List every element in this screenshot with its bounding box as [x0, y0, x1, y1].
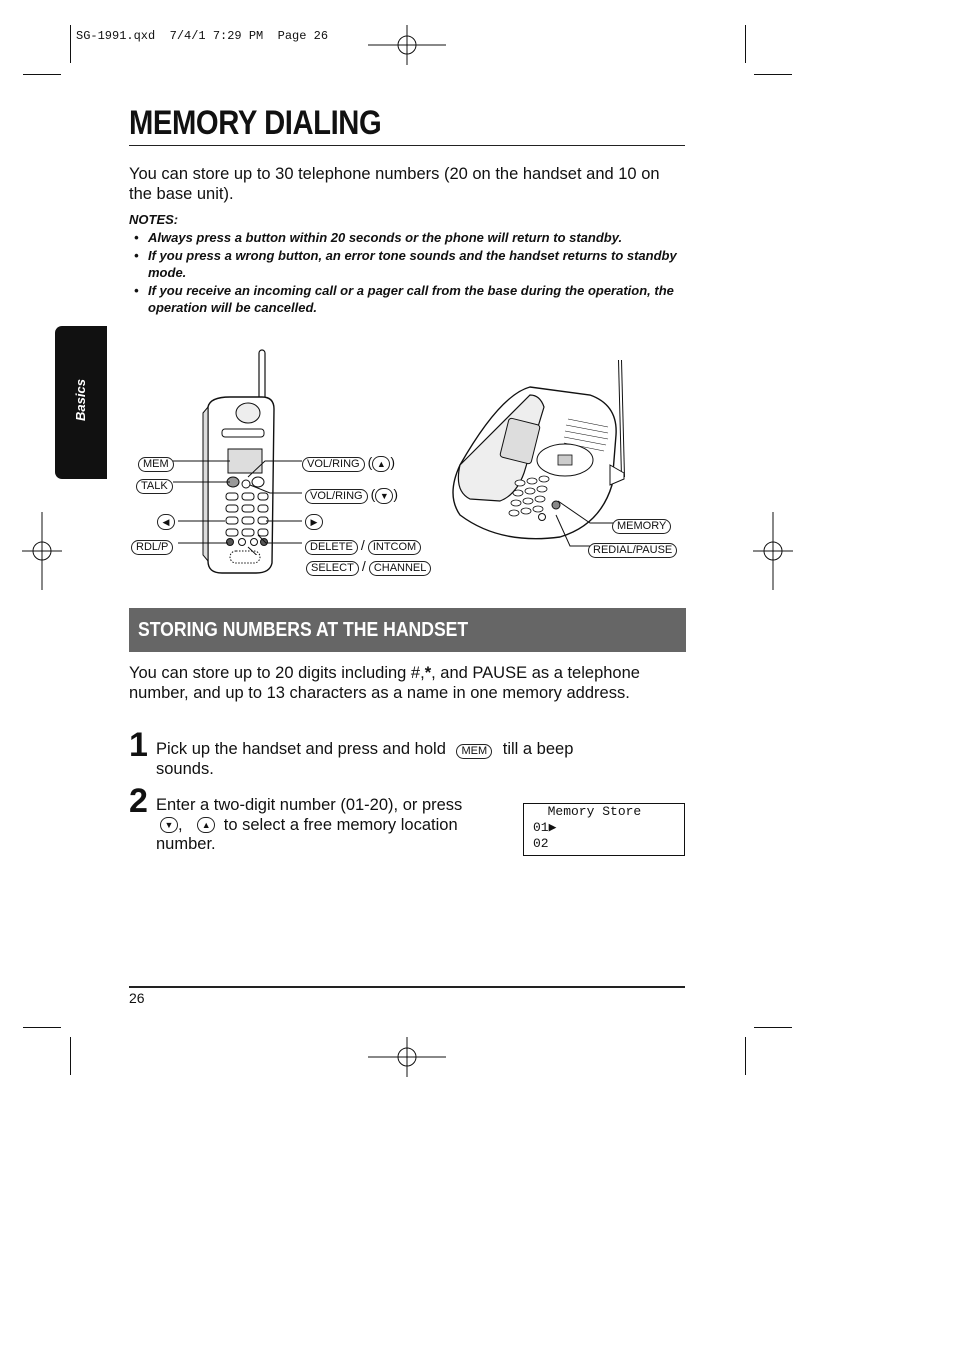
right-arrow-key-label — [305, 513, 323, 531]
intro-text: You can store up to 30 telephone numbers (20 on the handset and 10 on the base unit). — [129, 165, 660, 203]
crop-mark — [745, 25, 746, 63]
registration-mark-bottom — [368, 1037, 446, 1077]
page-title: MEMORY DIALING — [129, 104, 382, 142]
memory-key: MEMORY — [612, 519, 671, 534]
lcd-display — [523, 803, 685, 856]
crop-mark — [754, 74, 792, 75]
handset-leaders — [170, 455, 310, 555]
star-key-icon: * — [424, 664, 432, 682]
redial-pause-key-label — [588, 540, 677, 558]
registration-mark-right — [753, 512, 793, 590]
crop-mark — [745, 1037, 746, 1075]
title-rule — [129, 145, 685, 146]
vol-ring-key: VOL/RING — [302, 457, 365, 472]
select-key: SELECT — [306, 561, 359, 576]
section-title: STORING NUMBERS AT THE HANDSET — [138, 619, 469, 641]
channel-key: CHANNEL — [369, 561, 432, 576]
crop-mark — [70, 1037, 71, 1075]
vol-ring-down-label: VOL/RING ( ▼ ) — [305, 486, 398, 504]
step-2-text: Enter a two-digit number (01-20), or press ▼ , ▲ to select a free memory location number. — [156, 796, 463, 853]
left-arrow-icon: ◀ — [157, 514, 175, 530]
section-paragraph: You can store up to 20 digits including #,*, and PAUSE as a telephone number, and up to 13 characters as a name in one memory address. — [129, 664, 640, 702]
note-item: • If you press a wrong button, an error tone sounds and the handset returns to standby mode. — [134, 247, 694, 282]
down-arrow-icon: ▼ — [375, 488, 393, 504]
left-arrow-key-label — [157, 513, 175, 531]
intcom-key: INTCOM — [368, 540, 421, 555]
file-slug: SG-1991.qxd 7/4/1 7:29 PM Page 26 — [76, 29, 329, 43]
lcd-line-1: Memory Store — [532, 804, 642, 819]
lcd-line-2: 01▶ — [533, 820, 557, 835]
right-arrow-icon: ▶ — [305, 514, 323, 530]
vol-ring-up-label: VOL/RING ( ▲ ) — [302, 454, 395, 472]
select-channel-label: SELECT / CHANNEL — [306, 558, 431, 576]
mem-key-label — [138, 454, 174, 472]
registration-mark-top — [368, 25, 446, 65]
delete-key: DELETE — [305, 540, 358, 555]
delete-intcom-label: DELETE / INTCOM — [305, 537, 421, 555]
notes-list — [134, 229, 694, 317]
page-number: 26 — [129, 990, 145, 1006]
crop-mark — [23, 1027, 61, 1028]
note-item: • If you receive an incoming call or a pager call from the base during the operation, the operation will be cancelled. — [134, 282, 694, 317]
mem-key: MEM — [138, 457, 174, 472]
up-arrow-icon: ▲ — [372, 456, 390, 472]
registration-mark-left — [22, 512, 62, 590]
rdl-p-key-label — [131, 537, 173, 555]
talk-key-label — [136, 476, 173, 494]
redial-pause-key: REDIAL/PAUSE — [588, 543, 677, 558]
vol-ring-key: VOL/RING — [305, 489, 368, 504]
note-item: • Always press a button within 20 seconds or the phone will return to standby. — [134, 229, 694, 247]
memory-key-label — [612, 516, 671, 534]
step-1-text: Pick up the handset and press and hold MEM till a beep sounds. — [156, 740, 574, 778]
footer-rule — [129, 986, 685, 988]
step-2-number: 2 — [129, 782, 148, 820]
down-arrow-icon: ▼ — [160, 817, 178, 833]
talk-key: TALK — [136, 479, 173, 494]
up-arrow-icon: ▲ — [197, 817, 215, 833]
lcd-line-3: 02 — [533, 836, 549, 851]
rdl-p-key: RDL/P — [131, 540, 173, 555]
mem-key: MEM — [456, 744, 492, 759]
side-tab-label: Basics — [73, 379, 88, 421]
notes-heading: NOTES: — [129, 212, 179, 227]
crop-mark — [23, 74, 61, 75]
cursor-arrow-icon: ▶ — [548, 820, 557, 835]
crop-mark — [754, 1027, 792, 1028]
step-1-number: 1 — [129, 726, 148, 764]
crop-mark — [70, 25, 71, 63]
